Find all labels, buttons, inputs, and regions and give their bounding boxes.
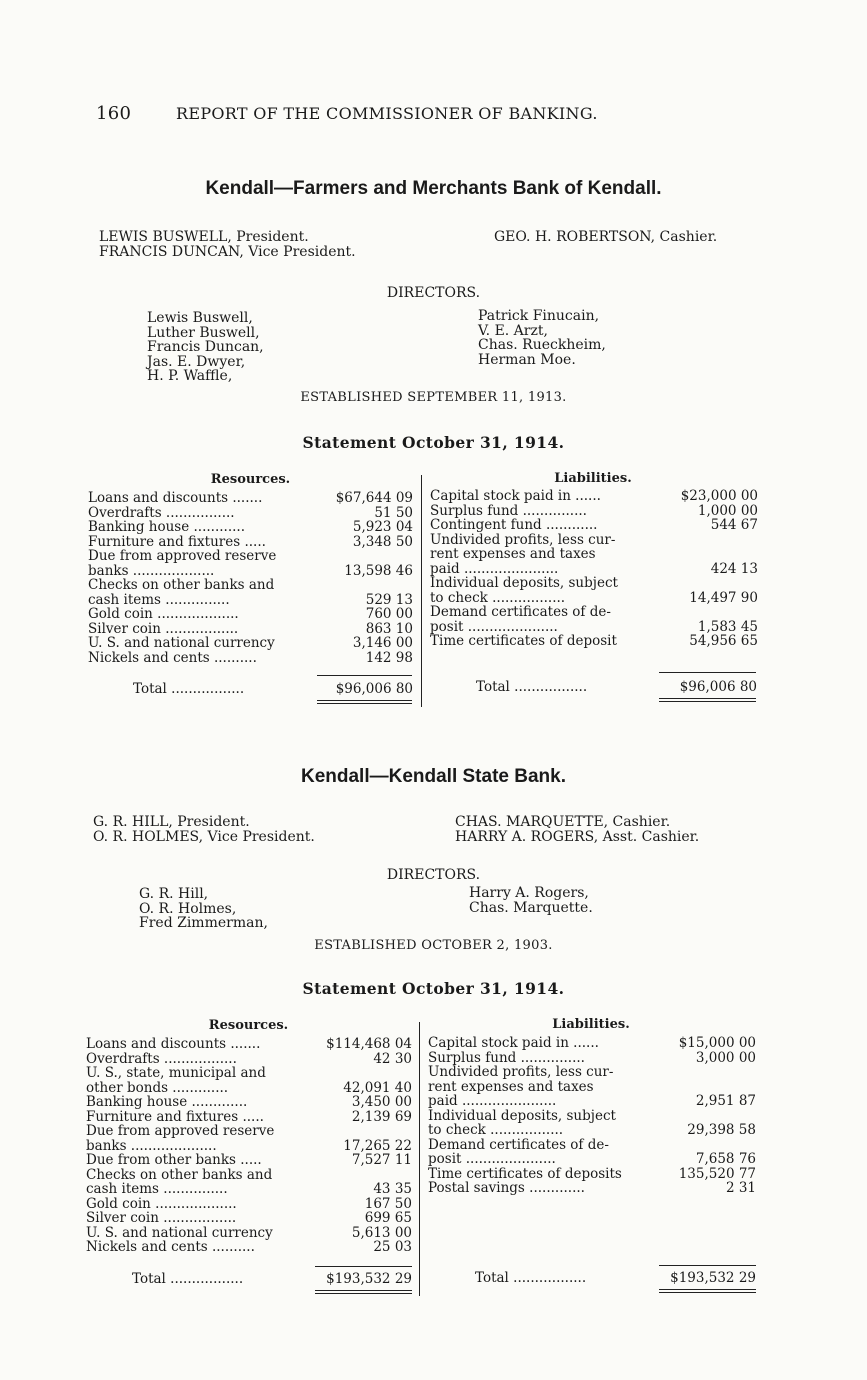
table-row: Undivided profits, less cur- <box>428 1065 614 1080</box>
table-row: Overdrafts ................ 51 50 <box>88 504 413 521</box>
table-row: Gold coin ................... 760 00 <box>88 606 413 622</box>
resources-table <box>88 491 413 665</box>
liabilities-heading: Liabilities. <box>552 1017 630 1032</box>
director: Luther Buswell, <box>147 324 260 341</box>
total-label: Total ................. <box>132 1271 244 1287</box>
table-row: Demand certificates of de- <box>428 1137 609 1152</box>
total-rule <box>315 1266 412 1267</box>
resources-heading: Resources. <box>210 472 291 487</box>
running-title: REPORT OF THE COMMISSIONER OF BANKING. <box>176 104 598 123</box>
directors-right <box>478 309 606 367</box>
bank-title: Kendall—Farmers and Merchants Bank of Kendall. <box>205 178 662 199</box>
table-row: Time certificates of deposit 54,956 65 <box>430 633 758 649</box>
total-label: Total ................. <box>133 681 245 697</box>
statement-title: Statement October 31, 1914. <box>302 979 565 998</box>
total-amount: $96,006 80 <box>679 679 757 695</box>
table-row: Loans and discounts ....... $67,644 09 <box>88 490 413 506</box>
total-rule <box>317 675 412 676</box>
double-rule <box>659 698 756 699</box>
liabilities-heading: Liabilities. <box>554 471 632 486</box>
table-row: paid ...................... 2,951 87 <box>428 1093 756 1109</box>
table-row: Capital stock paid in ...... $23,000 00 <box>430 488 758 504</box>
liabilities-table <box>430 489 758 649</box>
table-row: Furniture and fixtures ..... 3,348 50 <box>88 533 413 550</box>
officer: O. R. HOLMES, Vice President. <box>93 829 315 845</box>
director: H. P. Waffle, <box>147 368 233 384</box>
table-row: Surplus fund ............... 1,000 00 <box>430 502 758 519</box>
table-row: Individual deposits, subject <box>428 1108 616 1123</box>
officer: CHAS. MARQUETTE, Cashier. <box>455 814 671 830</box>
table-row: posit ..................... 1,583 45 <box>430 618 758 635</box>
director: Fred Zimmerman, <box>139 915 268 931</box>
double-rule <box>659 701 756 702</box>
director: Francis Duncan, <box>147 339 264 355</box>
table-row: Capital stock paid in ...... $15,000 00 <box>428 1035 756 1051</box>
table-row: Contingent fund ............ 544 67 <box>430 517 758 533</box>
table-row: rent expenses and taxes <box>430 547 596 562</box>
bank-title: Kendall—Kendall State Bank. <box>300 766 566 787</box>
officers-left <box>93 815 315 845</box>
officers-right <box>455 815 699 845</box>
established-date: ESTABLISHED OCTOBER 2, 1903. <box>314 938 553 953</box>
table-row: Furniture and fixtures ..... 2,139 69 <box>86 1108 412 1125</box>
table-row: Silver coin ................. 699 65 <box>86 1210 412 1226</box>
officer: G. R. HILL, President. <box>93 814 250 830</box>
table-row: Silver coin ................. 863 10 <box>88 620 413 637</box>
officer: HARRY A. ROGERS, Asst. Cashier. <box>455 829 700 845</box>
table-row: Nickels and cents .......... 25 03 <box>86 1239 412 1255</box>
directors-heading: DIRECTORS. <box>386 285 481 301</box>
total-rule <box>659 672 756 673</box>
officers-right <box>494 230 717 245</box>
table-row: U. S. and national currency 5,613 00 <box>86 1224 412 1241</box>
table-row: Undivided profits, less cur- <box>430 532 616 547</box>
double-rule <box>659 1289 756 1290</box>
total-label: Total ................. <box>475 1270 587 1286</box>
table-row: Nickels and cents .......... 142 98 <box>88 649 413 666</box>
established-date: ESTABLISHED SEPTEMBER 11, 1913. <box>300 390 567 405</box>
table-row: Gold coin ................... 167 50 <box>86 1195 412 1212</box>
resources-heading: Resources. <box>208 1018 289 1033</box>
table-row: banks ................... 13,598 46 <box>88 562 413 579</box>
director: G. R. Hill, <box>139 886 209 902</box>
officers-left <box>99 230 356 260</box>
page-number: 160 <box>96 103 132 124</box>
resources-total <box>132 1271 412 1287</box>
director: O. R. Holmes, <box>139 900 237 917</box>
double-rule <box>317 700 412 701</box>
table-row: Individual deposits, subject <box>430 576 618 591</box>
table-row: Surplus fund ............... 3,000 00 <box>428 1049 756 1066</box>
director: V. E. Arzt, <box>478 322 548 339</box>
total-label: Total ................. <box>476 679 588 695</box>
table-row: Overdrafts ................. 42 30 <box>86 1050 412 1067</box>
table-row: U. S., state, municipal and <box>86 1066 266 1081</box>
table-row: banks .................... 17,265 22 <box>86 1137 412 1154</box>
total-amount: $193,532 29 <box>326 1271 412 1287</box>
director: Jas. E. Dwyer, <box>147 353 246 370</box>
table-row: Postal savings ............. 2 31 <box>428 1180 756 1196</box>
double-rule <box>315 1290 412 1291</box>
total-amount: $193,532 29 <box>670 1270 756 1286</box>
directors-right <box>469 886 593 915</box>
column-divider <box>419 1022 420 1296</box>
table-row: rent expenses and taxes <box>428 1079 594 1094</box>
table-row: Due from other banks ..... 7,527 11 <box>86 1152 412 1168</box>
table-row: to check ................. 14,497 90 <box>430 589 758 606</box>
table-row: to check ................. 29,398 58 <box>428 1122 756 1138</box>
double-rule <box>315 1293 412 1294</box>
director: Chas. Rueckheim, <box>478 337 606 353</box>
directors-left <box>139 887 268 931</box>
directors-heading: DIRECTORS. <box>386 867 481 883</box>
table-row: Due from approved reserve <box>86 1124 275 1139</box>
running-head <box>96 103 696 124</box>
table-row: Time certificates of deposits 135,520 77 <box>428 1165 756 1182</box>
table-row: Checks on other banks and <box>88 578 275 593</box>
table-row: Demand certificates of de- <box>430 605 611 620</box>
officer: LEWIS BUSWELL, President. <box>99 229 309 245</box>
resources-total <box>133 681 413 697</box>
table-row: Banking house ............ 5,923 04 <box>88 519 413 535</box>
column-divider <box>421 475 422 707</box>
table-row: Loans and discounts ....... $114,468 04 <box>86 1036 412 1052</box>
officer: GEO. H. ROBERTSON, Cashier. <box>494 229 718 245</box>
statement-title: Statement October 31, 1914. <box>302 433 565 452</box>
liabilities-total <box>475 1270 756 1286</box>
liabilities-total <box>476 679 757 695</box>
directors-left <box>147 311 264 384</box>
director: Lewis Buswell, <box>147 310 253 326</box>
director: Herman Moe. <box>478 351 576 368</box>
table-row: Banking house ............. 3,450 00 <box>86 1094 412 1110</box>
table-row: posit ..................... 7,658 76 <box>428 1151 756 1167</box>
total-rule <box>659 1265 756 1266</box>
director: Patrick Finucain, <box>478 308 600 324</box>
table-row: other bonds ............. 42,091 40 <box>86 1079 412 1096</box>
table-row: cash items ............... 43 35 <box>86 1181 412 1197</box>
double-rule <box>659 1292 756 1293</box>
total-amount: $96,006 80 <box>335 681 413 697</box>
table-row: Due from approved reserve <box>88 549 277 564</box>
double-rule <box>317 703 412 704</box>
resources-table <box>86 1037 412 1255</box>
table-row: U. S. and national currency 3,146 00 <box>88 635 413 651</box>
officer: FRANCIS DUNCAN, Vice President. <box>99 244 356 260</box>
table-row: cash items ............... 529 13 <box>88 591 413 608</box>
table-row: paid ...................... 424 13 <box>430 560 758 577</box>
director: Harry A. Rogers, <box>469 885 589 901</box>
director: Chas. Marquette. <box>469 899 593 916</box>
table-row: Checks on other banks and <box>86 1167 273 1182</box>
liabilities-table <box>428 1036 756 1196</box>
